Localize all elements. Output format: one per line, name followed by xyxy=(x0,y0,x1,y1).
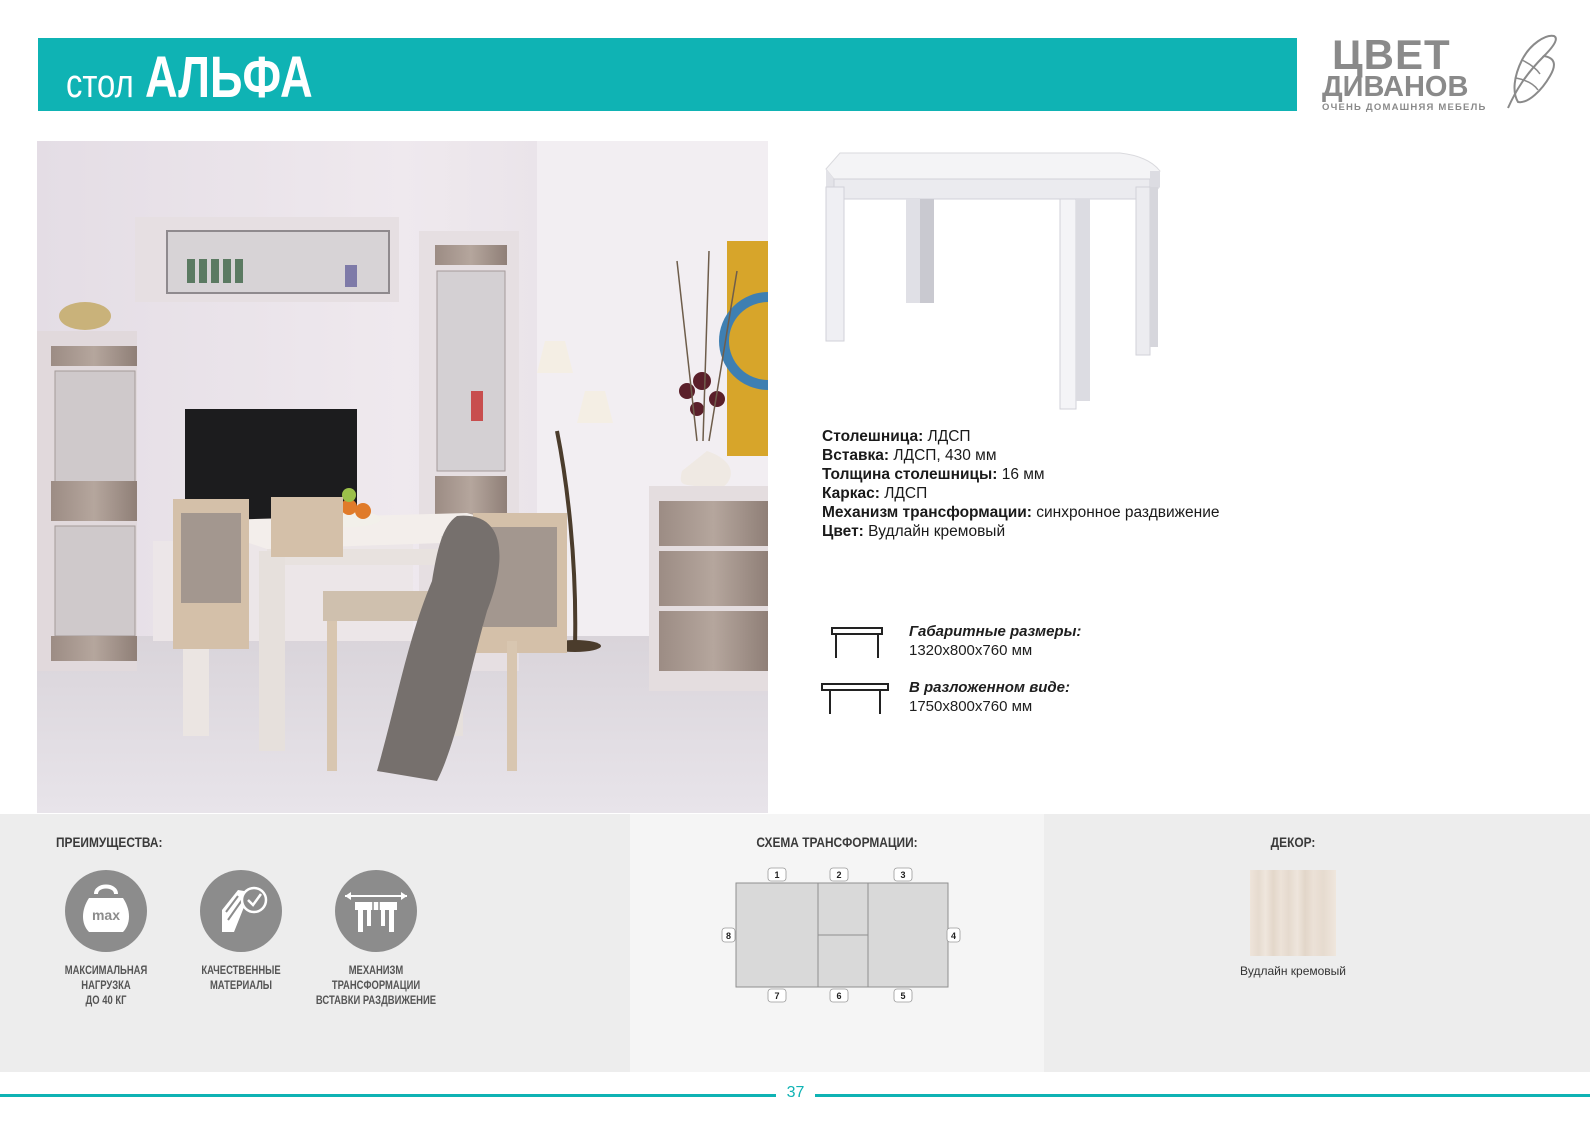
dimension-label: Габаритные размеры: xyxy=(909,623,1082,640)
spec-row: Вставка: ЛДСП, 430 мм xyxy=(822,447,997,464)
product-image xyxy=(820,143,1170,415)
spec-list xyxy=(822,427,1219,541)
advantage-item xyxy=(166,870,316,994)
spec-row: Толщина столешницы: 16 мм xyxy=(822,466,1045,483)
decor-title: ДЕКОР: xyxy=(1270,834,1316,850)
title-main: АЛЬФА xyxy=(145,45,313,110)
dimension-text xyxy=(909,678,1070,716)
advantage-item xyxy=(31,870,181,1009)
advantage-item xyxy=(301,870,451,1009)
spec-row: Механизм трансформации: синхронное раздвижение xyxy=(822,504,1220,521)
logo-line1: ЦВЕТ xyxy=(1332,31,1451,78)
decor-swatch-label: Вудлайн кремовый xyxy=(1239,964,1347,978)
brand-logo xyxy=(1318,31,1558,116)
logo-tagline: ОЧЕНЬ ДОМАШНЯЯ МЕБЕЛЬ xyxy=(1322,102,1487,113)
scheme-marker-7: 7 xyxy=(774,991,780,1001)
scheme-marker-1: 1 xyxy=(774,870,780,880)
advantages-panel xyxy=(0,814,630,1072)
footer-line-left xyxy=(0,1094,776,1097)
advantages-title: ПРЕИМУЩЕСТВА: xyxy=(56,834,163,850)
title-prefix: стол xyxy=(66,62,134,106)
advantage-label: МЕХАНИЗМ ТРАНСФОРМАЦИИ ВСТАВКИ РАЗДВИЖЕНИЕ xyxy=(315,965,437,1007)
dimension-value: 1750х800х760 мм xyxy=(909,698,1033,715)
spec-row: Столешница: ЛДСП xyxy=(822,428,971,445)
scheme-marker-3: 3 xyxy=(900,870,906,880)
scheme-marker-8: 8 xyxy=(725,931,732,941)
table-product-illustration xyxy=(820,143,1170,415)
page-number: 37 xyxy=(786,1084,805,1101)
scheme-marker-6: 6 xyxy=(836,991,842,1001)
scheme-panel xyxy=(630,814,1044,1072)
weight-icon xyxy=(65,870,147,952)
scheme-marker-2: 2 xyxy=(836,870,842,880)
footer-line-right xyxy=(815,1094,1590,1097)
title-bar xyxy=(38,38,1297,111)
logo-line2: ДИВАНОВ xyxy=(1322,71,1469,103)
decor-swatch[interactable] xyxy=(1250,870,1336,956)
interior-illustration xyxy=(37,141,768,813)
scheme-title: СХЕМА ТРАНСФОРМАЦИИ: xyxy=(756,834,918,850)
transformation-icon xyxy=(335,870,417,952)
dimension-label: В разложенном виде: xyxy=(909,679,1071,696)
spec-row: Цвет: Вудлайн кремовый xyxy=(822,523,1006,540)
advantage-label: КАЧЕСТВЕННЫЕ МАТЕРИАЛЫ xyxy=(201,965,281,992)
interior-photo xyxy=(37,141,768,813)
dimension-text xyxy=(909,622,1081,660)
transformation-scheme xyxy=(720,866,970,1006)
dimension-value: 1320х800х760 мм xyxy=(909,642,1033,659)
scheme-marker-5: 5 xyxy=(900,991,906,1001)
quality-materials-icon xyxy=(200,870,282,952)
feather-icon xyxy=(1496,34,1562,114)
advantage-label: МАКСИМАЛЬНАЯ НАГРУЗКА ДО 40 КГ xyxy=(64,965,148,1007)
page-title xyxy=(66,44,360,111)
table-closed-icon xyxy=(830,626,890,662)
spec-row: Каркас: ЛДСП xyxy=(822,485,928,502)
scheme-marker-4: 4 xyxy=(950,931,957,941)
weight-icon-text: max xyxy=(91,907,121,923)
decor-panel xyxy=(1044,814,1590,1072)
table-extended-icon xyxy=(820,682,896,718)
